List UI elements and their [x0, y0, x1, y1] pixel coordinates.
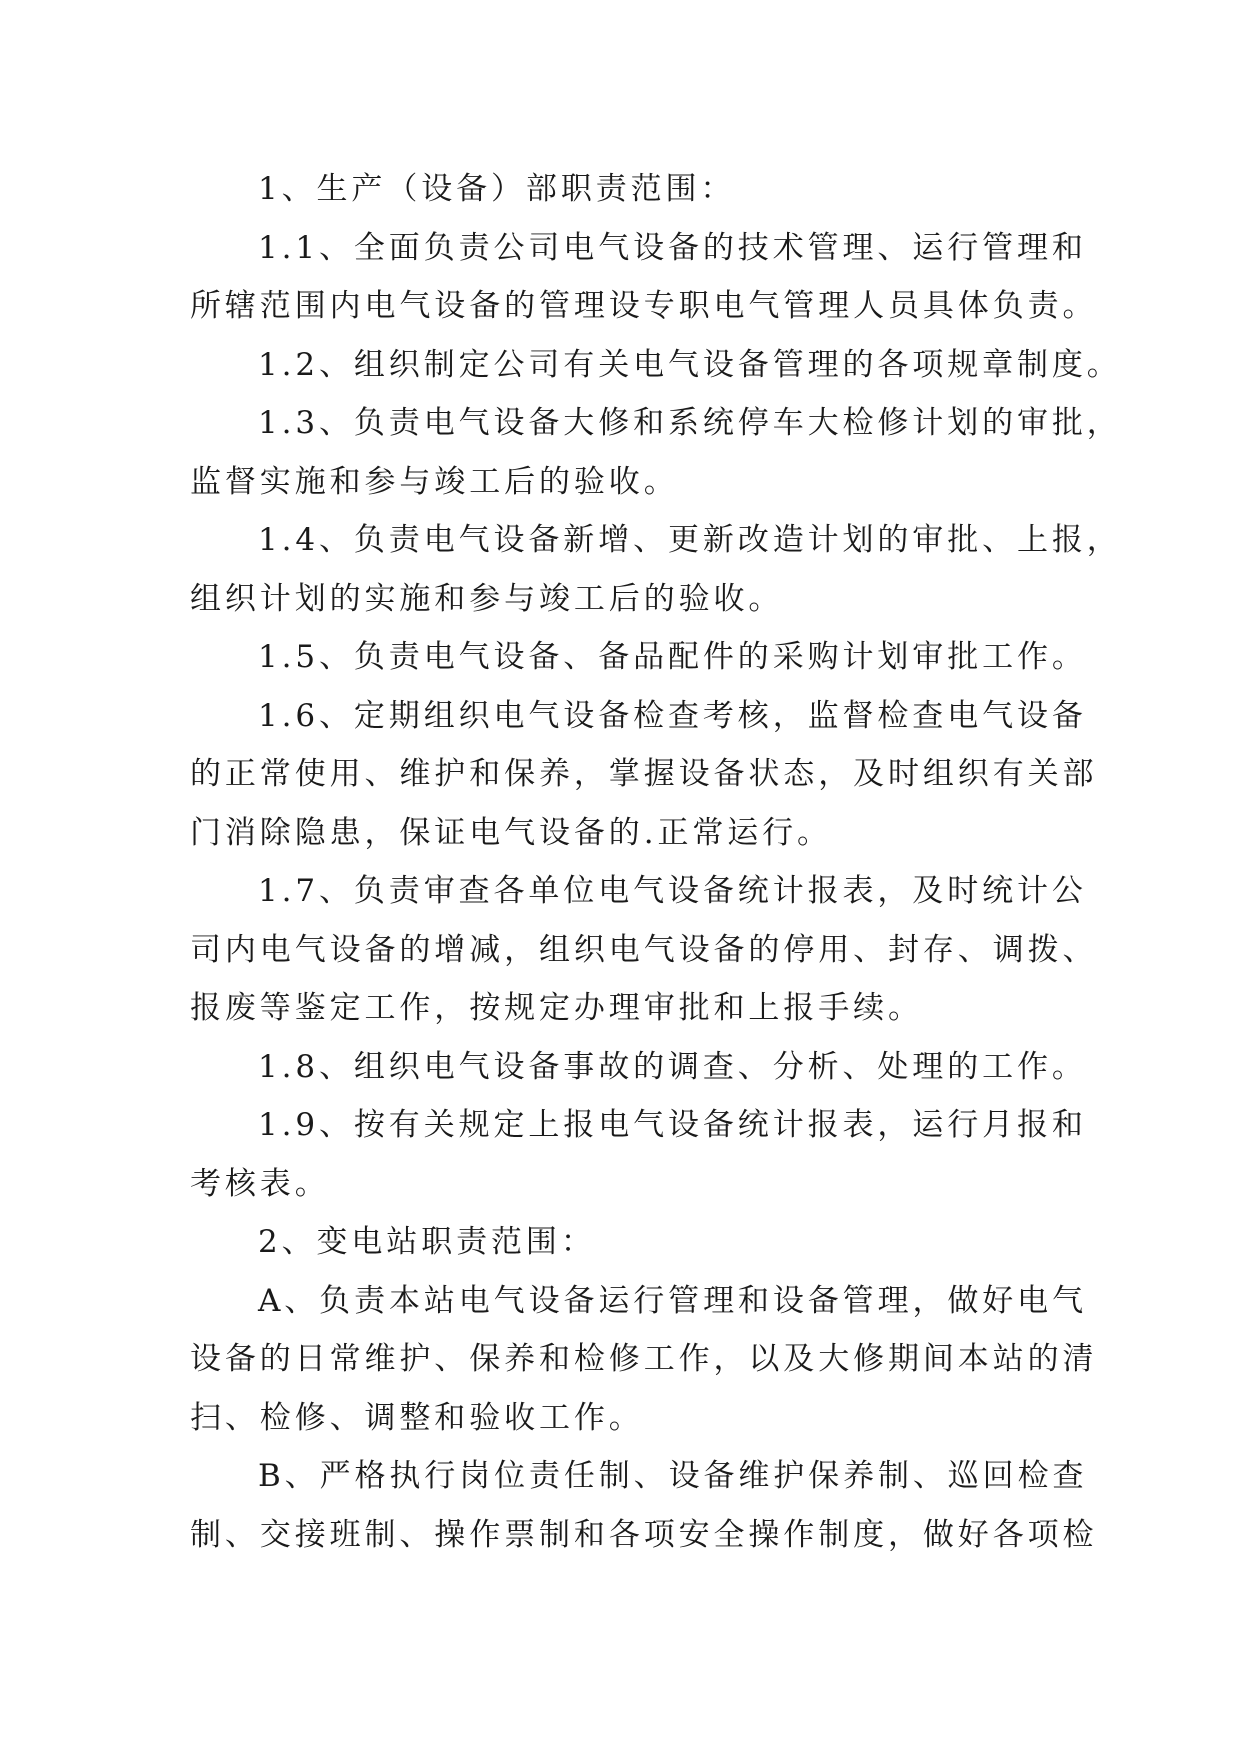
document-body: [190, 160, 1122, 1564]
item-1-7-line-3: 报废等鉴定工作，按规定办理审批和上报手续。: [190, 990, 923, 1026]
item-b-line-2: 制、交接班制、操作票制和各项安全操作制度，做好各项检: [190, 1516, 1098, 1553]
item-1-5-line-1: 1.5、负责电气设备、备品配件的采购计划审批工作。: [258, 639, 1087, 675]
section-2-heading: 2、变电站职责范围：: [258, 1224, 596, 1260]
item-1-1-line-2: 所辖范围内电气设备的管理设专职电气管理人员具体负责。: [190, 288, 1098, 324]
section-1-heading: 1、生产（设备）部职责范围：: [258, 171, 736, 207]
item-1-8-line-1: 1.8、组织电气设备事故的调查、分析、处理的工作。: [258, 1048, 1087, 1085]
item-1-1-line-1: 1.1、全面负责公司电气设备的技术管理、运行管理和: [258, 229, 1087, 266]
item-a-line-3: 扫、检修、调整和验收工作。: [190, 1399, 644, 1436]
item-1-4-line-2: 组织计划的实施和参与竣工后的验收。: [190, 580, 784, 617]
item-1-2-line-1: 1.2、组织制定公司有关电气设备管理的各项规章制度。: [258, 346, 1122, 383]
item-1-3-line-2: 监督实施和参与竣工后的验收。: [190, 463, 679, 500]
item-a-line-2: 设备的日常维护、保养和检修工作，以及大修期间本站的清: [190, 1341, 1098, 1377]
item-1-6-line-2: 的正常使用、维护和保养，掌握设备状态，及时组织有关部: [190, 756, 1098, 792]
item-a-line-1: A、负责本站电气设备运行管理和设备管理，做好电气: [258, 1282, 1087, 1319]
item-1-3-line-1: 1.3、负责电气设备大修和系统停车大检修计划的审批，: [258, 405, 1122, 441]
item-1-7-line-2: 司内电气设备的增减，组织电气设备的停用、封存、调拨、: [190, 931, 1098, 968]
item-1-9-line-2: 考核表。: [190, 1165, 330, 1202]
item-1-7-line-1: 1.7、负责审查各单位电气设备统计报表，及时统计公: [258, 873, 1087, 909]
item-1-4-line-1: 1.4、负责电气设备新增、更新改造计划的审批、上报，: [258, 522, 1122, 558]
item-1-9-line-1: 1.9、按有关规定上报电气设备统计报表，运行月报和: [258, 1107, 1087, 1143]
item-1-6-line-1: 1.6、定期组织电气设备检查考核，监督检查电气设备: [258, 697, 1087, 734]
item-1-6-line-3: 门消除隐患，保证电气设备的.正常运行。: [190, 814, 832, 851]
item-b-line-1: B、严格执行岗位责任制、设备维护保养制、巡回检查: [258, 1458, 1088, 1494]
